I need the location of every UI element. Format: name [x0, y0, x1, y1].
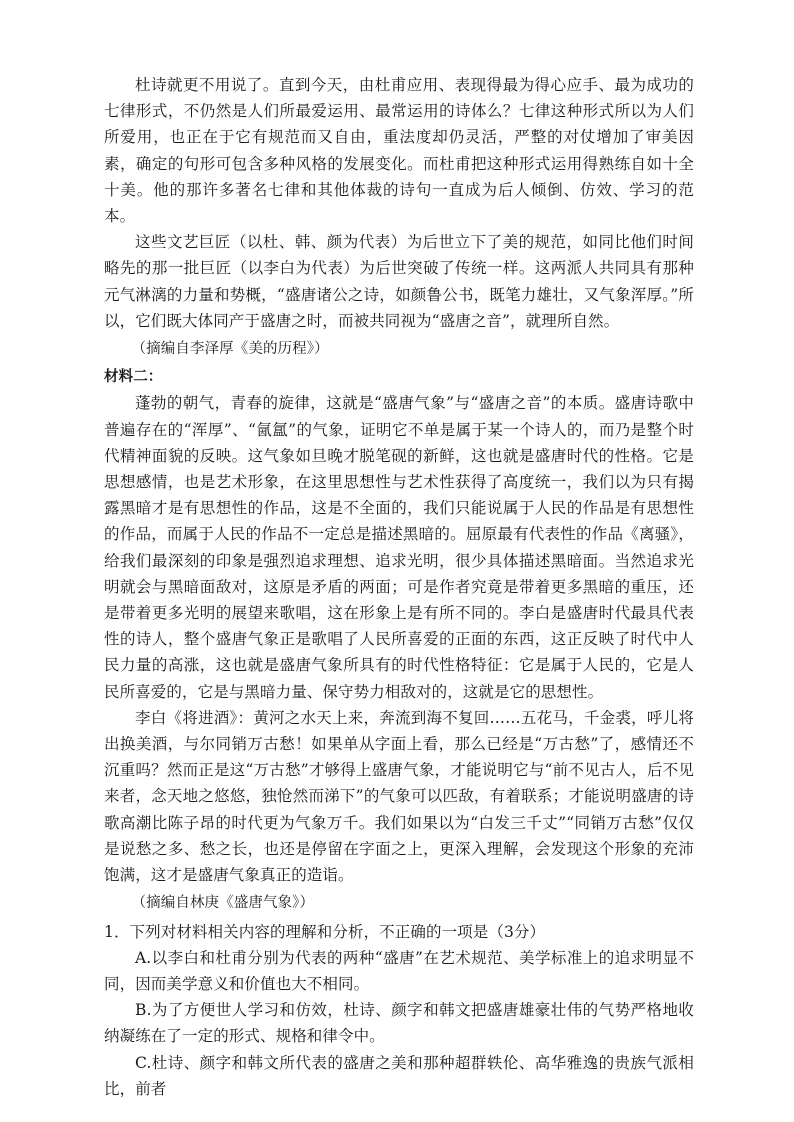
question-1-option-a: A.以李白和杜甫分别为代表的两种“盛唐”在艺术规范、美学标准上的追求明显不同，因而美学意义和价值也大不相同。 [104, 948, 694, 993]
question-1-stem: 1．下列对材料相关内容的理解和分析，不正确的一项是（3分） [104, 922, 546, 941]
material2-paragraph-1: 蓬勃的朝气，青春的旋律，这就是“盛唐气象”与“盛唐之音”的本质。盛唐诗歌中普遍存在的“浑厚”、“氤氲”的气象，证明它不单是属于某一个诗人的，而乃是整个时代精神面貌的反映。这气象如旦晚才脱笔砚的新鲜，这也就是盛唐时代的性格。它是思想感情，也是艺术形象，在这里思想性与艺术性获得了高度统一，我们以为只有揭露黑暗才是有思想性的作品，这是不全面的，我们只能说属于人民的作品是有思想性的作品，而属于人民的作品不一定总是描述黑暗的。屈原最有代表性的作品《离骚》，给我们最深刻的印象是强烈追求理想、追求光明，很少具体描述黑暗面。当然追求光明就会与黑暗面敌对，这原是矛盾的两面；可是作者究竟是带着更多黑暗的重压，还是带着更多光明的展望来歌唱，这在形象上是有所不同的。李白是盛唐时代最具代表性的诗人，整个盛唐气象正是歌唱了人民所喜爱的正面的东西，这正反映了时代中人民力量的高涨，这也就是盛唐气象所具有的时代性格特征：它是属于人民的，它是人民所喜爱的，它是与黑暗力量、保守势力相敌对的，这就是它的思想性。 [104, 394, 694, 701]
material2-paragraph-2: 李白《将进酒》：黄河之水天上来，奔流到海不复回……五花马，千金裘，呼儿将出换美酒，与尔同销万古愁！如果单从字面上看，那么已经是“万古愁”了，感情还不沉重吗？然而正是这“万古愁”才够得上盛唐气象，才能说明它与“前不见古人，后不见来者，念天地之悠悠，独怆然而涕下”的气象可以匹敌，有着联系；才能说明盛唐的诗歌高潮比陈子昂的时代更为气象万千。我们如果以为“白发三千丈”“同销万古愁”仅仅是说愁之多、愁之长，也还是停留在字面之上，更深入理解，会发现这个形象的充沛饱满，这才是盛唐气象真正的造诣。 [104, 708, 694, 885]
question-1-option-b: B.为了方便世人学习和仿效，杜诗、颜字和韩文把盛唐雄豪壮伟的气势严格地收纳凝练在了一定的形式、规格和律令中。 [104, 1001, 694, 1046]
material2-source: （摘编自林庚《盛唐气象》） [131, 895, 315, 912]
material1-paragraph-1: 杜诗就更不用说了。直到今天，由杜甫应用、表现得最为得心应手、最为成功的七律形式，不仍然是人们所最爱运用、最常运用的诗体么？七律这种形式所以为人们所爱用，也正在于它有规范而又自由，重法度却仍灵活，严整的对仗增加了审美因素，确定的句形可包含多种风格的发展变化。而杜甫把这种形式运用得熟练自如十全十美。他的那许多著名七律和其他体裁的诗句一直成为后人倾倒、仿效、学习的范本。 [104, 76, 694, 226]
question-1-option-c: C.杜诗、颜字和韩文所代表的盛唐之美和那种超群轶伦、高华雅逸的贵族气派相比，前者 [104, 1053, 694, 1098]
material1-paragraph-2: 这些文艺巨匠（以杜、韩、颜为代表）为后世立下了美的规范，如同比他们时间略先的那一批巨匠（以李白为代表）为后世突破了传统一样。这两派人共同具有那种元气淋漓的力量和势概，“盛唐诸公之诗，如颜鲁公书，既笔力雄壮，又气象浑厚。”所以，它们既大体同产于盛唐之时，而被共同视为“盛唐之音”，就理所自然。 [104, 233, 694, 330]
material1-source: （摘编自李泽厚《美的历程》） [131, 341, 329, 358]
material2-heading: 材料二： [104, 369, 163, 386]
document-page [104, 72, 694, 1102]
